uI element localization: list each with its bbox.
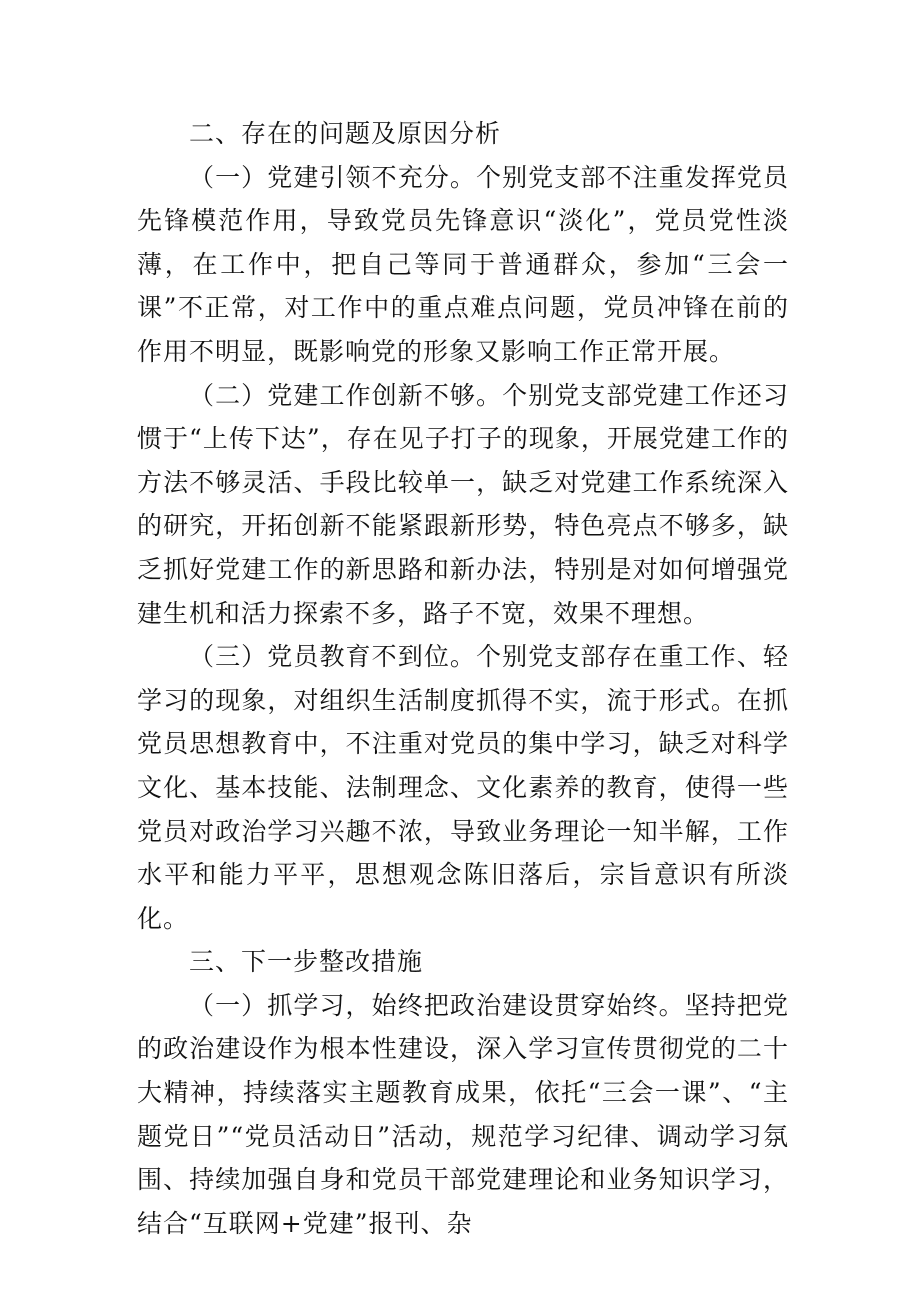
paragraph-problem-1: （一）党建引领不充分。个别党支部不注重发挥党员先锋模范作用，导致党员先锋意识“淡化”，党员党性淡薄，在工作中，把自己等同于普通群众，参加“三会一课”不正常，对工作中的重点难点问题，党员冲锋在前的作用不明显，既影响党的形象又影响工作正常开展。	[137, 162, 789, 366]
paragraph-measure-1: （一）抓学习，始终把政治建设贯穿始终。坚持把党的政治建设作为根本性建设，深入学习宣传贯彻党的二十大精神，持续落实主题教育成果，依托“三会一课”、“主题党日”“党员活动日”活动，规范学习纪律、调动学习氛围、持续加强自身和党员干部党建理论和业务知识学习，结合“互联网+党建”报刊、杂	[137, 990, 789, 1238]
section-heading-measures: 三、下一步整改措施	[189, 947, 424, 977]
document-body	[137, 112, 789, 1245]
section-heading-problems: 二、存在的问题及原因分析	[189, 119, 502, 148]
paragraph-problem-2: （二）党建工作创新不够。个别党支部党建工作还习惯于“上传下达”，存在见子打子的现象，开展党建工作的方法不够灵活、手段比较单一，缺乏对党建工作系统深入的研究，开拓创新不能紧跟新形势，特色亮点不够多，缺乏抓好党建工作的新思路和新办法，特别是对如何增强党建生机和活力探索不多，路子不宽，效果不理想。	[137, 380, 789, 628]
paragraph-problem-3: （三）党员教育不到位。个别党支部存在重工作、轻学习的现象，对组织生活制度抓得不实，流于形式。在抓党员思想教育中，不注重对党员的集中学习，缺乏对科学文化、基本技能、法制理念、文化素养的教育，使得一些党员对政治学习兴趣不浓，导致业务理论一知半解，工作水平和能力平平，思想观念陈旧落后，宗旨意识有所淡化。	[137, 642, 789, 933]
